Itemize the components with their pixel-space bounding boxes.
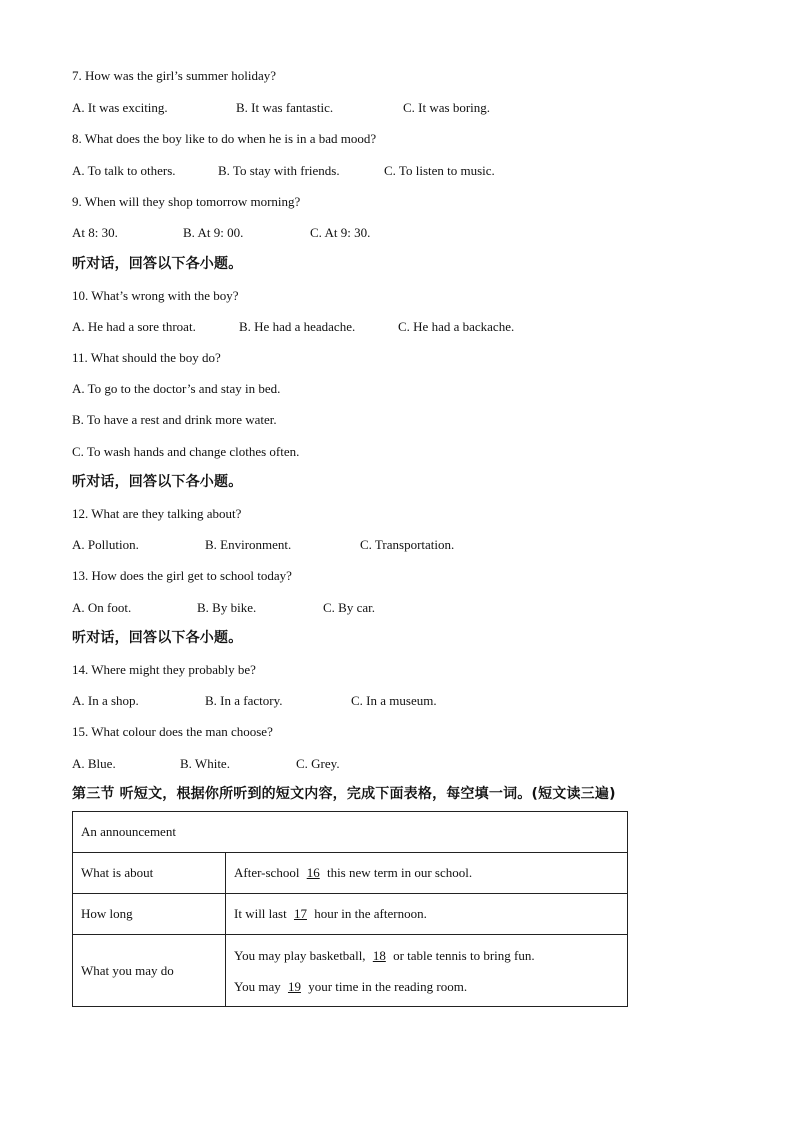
question-15: 15. What colour does the man choose? — [72, 724, 273, 739]
row-content-what-is-about — [226, 853, 628, 894]
q15-option-c: C. Grey. — [296, 756, 340, 771]
q13-option-b: B. By bike. — [197, 600, 257, 615]
table-row — [73, 812, 628, 853]
q14-option-a: A. In a shop. — [72, 693, 139, 708]
section-heading-listen-a: 听对话，回答以下各小题。 — [72, 256, 243, 272]
q9-option-b: B. At 9: 00. — [183, 225, 244, 240]
row-content-how-long — [226, 894, 628, 935]
row-label-what-you-may-do: What you may do — [73, 935, 226, 1007]
q15-option-b: B. White. — [180, 756, 230, 771]
blank-16: 16 — [306, 865, 320, 880]
question-12: 12. What are they talking about? — [72, 506, 242, 521]
row1-text-before: After-school — [234, 865, 300, 880]
announcement-table — [72, 811, 628, 1007]
q15-option-a: A. Blue. — [72, 756, 116, 771]
blank-17: 17 — [293, 906, 307, 921]
question-10: 10. What’s wrong with the boy? — [72, 288, 239, 303]
question-8: 8. What does the boy like to do when he is in a bad mood? — [72, 131, 377, 146]
q14-option-b: B. In a factory. — [205, 693, 283, 708]
question-7: 7. How was the girl’s summer holiday? — [72, 68, 276, 83]
row2-text-before: It will last — [234, 906, 287, 921]
q13-option-c: C. By car. — [323, 600, 375, 615]
section-heading-listen-c: 听对话，回答以下各小题。 — [72, 630, 243, 646]
row2-text-after: hour in the afternoon. — [314, 906, 427, 921]
section-heading-listen-b: 听对话，回答以下各小题。 — [72, 474, 243, 490]
q12-option-b: B. Environment. — [205, 537, 292, 552]
q9-option-c: C. At 9: 30. — [310, 225, 371, 240]
row3a-text-before: You may play basketball, — [234, 947, 366, 963]
row-label-how-long: How long — [73, 894, 226, 935]
q7-option-a: A. It was exciting. — [72, 100, 168, 115]
question-9: 9. When will they shop tomorrow morning? — [72, 194, 301, 209]
question-14: 14. Where might they probably be? — [72, 662, 256, 677]
q8-option-b: B. To stay with friends. — [218, 163, 340, 178]
q11-option-b: B. To have a rest and drink more water. — [72, 412, 277, 427]
row3b-text-after: your time in the reading room. — [308, 978, 468, 994]
q10-option-a: A. He had a sore throat. — [72, 319, 196, 334]
row-content-what-you-may-do — [226, 935, 628, 1007]
table-title: An announcement — [73, 812, 628, 853]
q11-option-a: A. To go to the doctor’s and stay in bed. — [72, 381, 281, 396]
row3-line-1 — [234, 940, 619, 971]
q10-option-b: B. He had a headache. — [239, 319, 356, 334]
table-row — [73, 935, 628, 1007]
q12-option-a: A. Pollution. — [72, 537, 139, 552]
q7-option-b: B. It was fantastic. — [236, 100, 334, 115]
row3b-text-before: You may — [234, 978, 281, 994]
q12-option-c: C. Transportation. — [360, 537, 455, 552]
row1-text-after: this new term in our school. — [326, 865, 473, 880]
blank-18: 18 — [372, 947, 386, 963]
table-row — [73, 853, 628, 894]
row-label-what-is-about: What is about — [73, 853, 226, 894]
q11-option-c: C. To wash hands and change clothes often. — [72, 444, 300, 459]
q9-option-a: At 8: 30. — [72, 225, 118, 240]
q8-option-a: A. To talk to others. — [72, 163, 176, 178]
question-13: 13. How does the girl get to school today? — [72, 568, 292, 583]
table-row — [73, 894, 628, 935]
q13-option-a: A. On foot. — [72, 600, 132, 615]
q14-option-c: C. In a museum. — [351, 693, 437, 708]
blank-19: 19 — [287, 978, 301, 994]
q7-option-c: C. It was boring. — [403, 100, 491, 115]
part3-heading: 第三节 听短文，根据你所听到的短文内容，完成下面表格，每空填一词。(短文读三遍) — [72, 786, 616, 802]
question-11: 11. What should the boy do? — [72, 350, 221, 365]
row3a-text-after: or table tennis to bring fun. — [393, 947, 535, 963]
q10-option-c: C. He had a backache. — [398, 319, 515, 334]
q8-option-c: C. To listen to music. — [384, 163, 495, 178]
row3-line-2 — [234, 971, 619, 1002]
